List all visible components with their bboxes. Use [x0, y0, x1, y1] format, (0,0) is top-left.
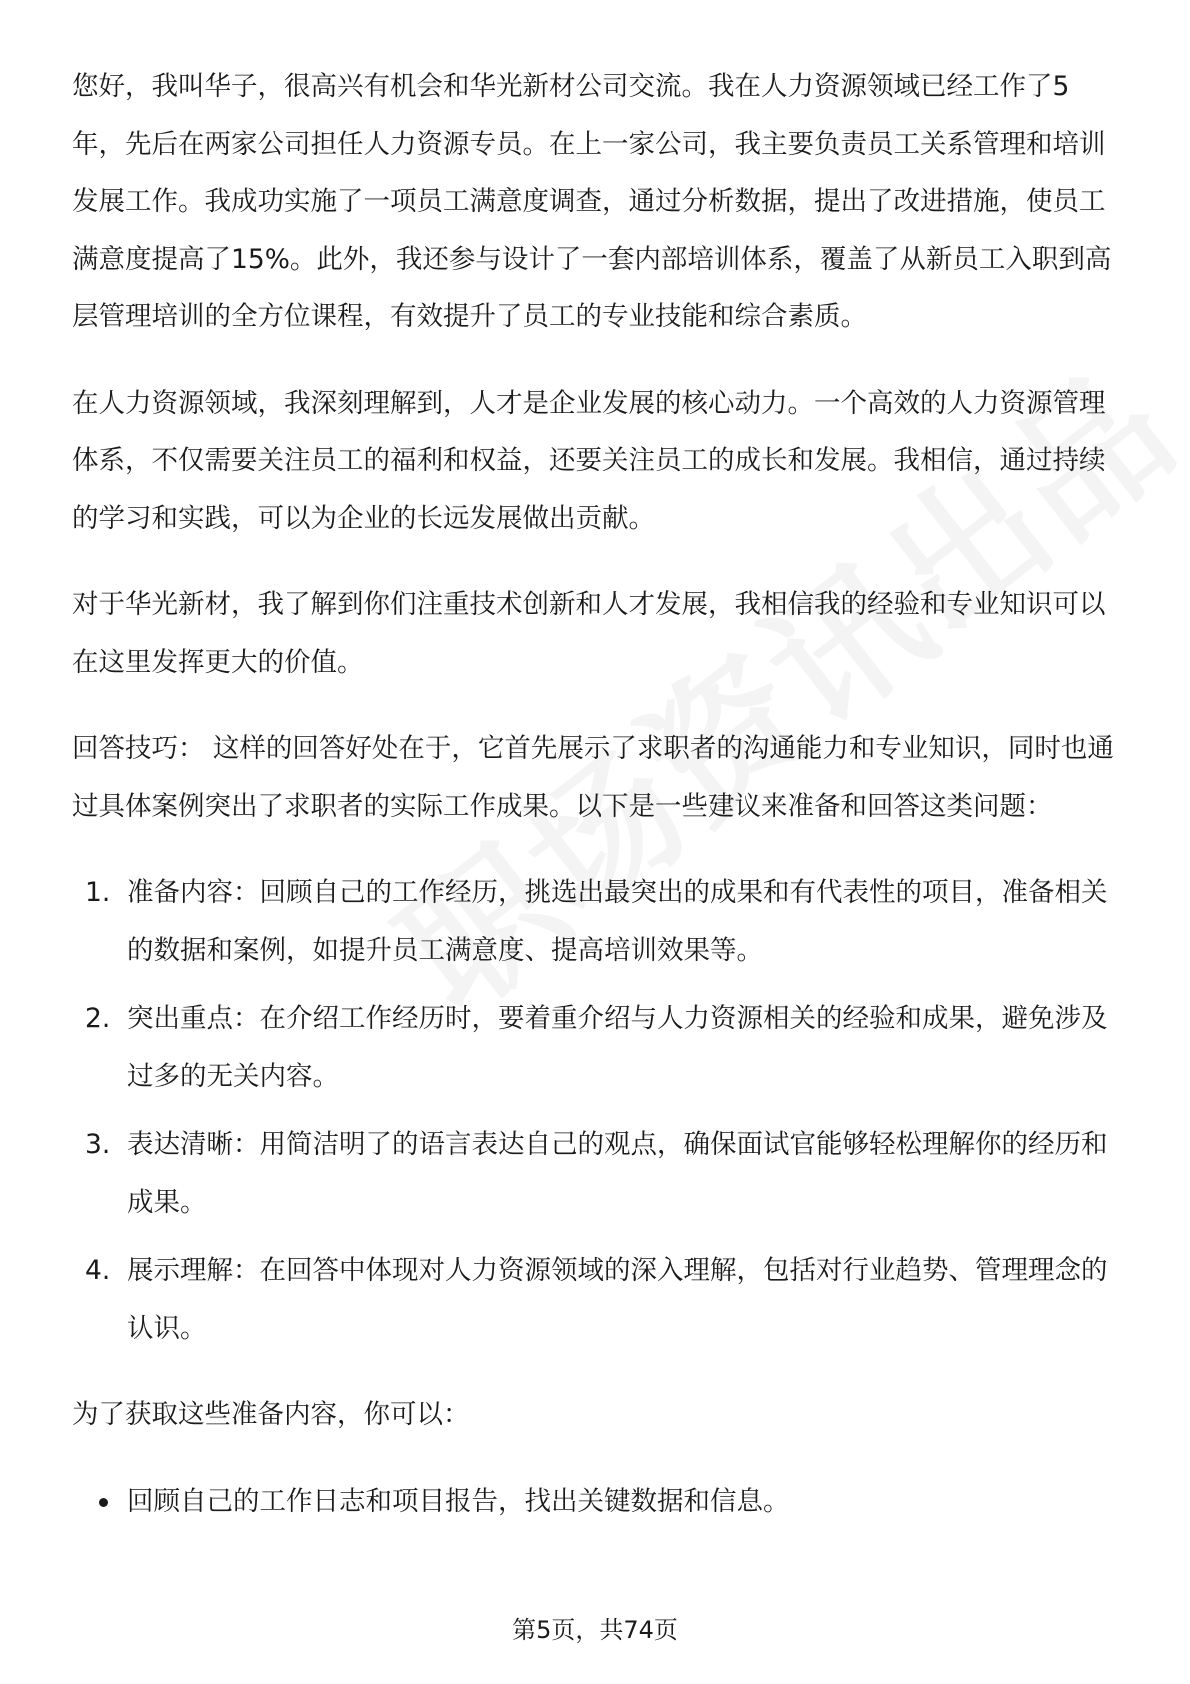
tips-list [72, 864, 1122, 1357]
document-body [72, 58, 1122, 1530]
list-item-text: 突出重点：在介绍工作经历时，要着重介绍与人力资源相关的经验和成果，避免涉及过多的无关内容。 [127, 1003, 1108, 1092]
paragraph-company: 对于华光新材，我了解到你们注重技术创新和人才发展，我相信我的经验和专业知识可以在这里发挥更大的价值。 [72, 589, 1106, 678]
list-number: 3. [85, 1129, 111, 1160]
list-number: 4. [85, 1255, 111, 1286]
list-number: 2. [85, 1003, 111, 1034]
prep-bullet-list [72, 1473, 1122, 1531]
page-footer: 第5页，共74页 [512, 1616, 678, 1644]
list-item [72, 864, 1122, 979]
paragraph-understanding: 在人力资源领域，我深刻理解到，人才是企业发展的核心动力。一个高效的人力资源管理体系，不仅需要关注员工的福利和权益，还要关注员工的成长和发展。我相信，通过持续的学习和实践，可以为企业的长远发展做出贡献。 [72, 387, 1106, 534]
paragraph-tips-intro: 回答技巧： 这样的回答好处在于，它首先展示了求职者的沟通能力和专业知识，同时也通过具体案例突出了求职者的实际工作成果。以下是一些建议来准备和回答这类问题： [72, 733, 1114, 822]
list-item [72, 1116, 1122, 1231]
list-item-text: 展示理解：在回答中体现对人力资源领域的深入理解，包括对行业趋势、管理理念的认识。 [127, 1255, 1108, 1344]
list-item-text: 准备内容：回顾自己的工作经历，挑选出最突出的成果和有代表性的项目，准备相关的数据和案例，如提升员工满意度、提高培训效果等。 [127, 877, 1108, 966]
list-item [72, 990, 1122, 1105]
bullet-item-text: 回顾自己的工作日志和项目报告，找出关键数据和信息。 [127, 1485, 790, 1517]
list-item-text: 表达清晰：用简洁明了的语言表达自己的观点，确保面试官能够轻松理解你的经历和成果。 [127, 1129, 1108, 1218]
paragraph-prep-intro: 为了获取这些准备内容，你可以： [72, 1399, 470, 1430]
list-number: 1. [85, 877, 111, 908]
paragraph-intro: 您好，我叫华子，很高兴有机会和华光新材公司交流。我在人力资源领域已经工作了5年，先后在两家公司担任人力资源专员。在上一家公司，我主要负责员工关系管理和培训发展工作。我成功实施了一项员工满意度调查，通过分析数据，提出了改进措施，使员工满意度提高了15%。此外，我还参与设计了一套内部培训体系，覆盖了从新员工入职到高层管理培训的全方位课程，有效提升了员工的专业技能和综合素质。 [72, 71, 1112, 332]
bullet-item [72, 1473, 1122, 1531]
bullet-dot-icon [99, 1498, 108, 1507]
list-item [72, 1242, 1122, 1357]
